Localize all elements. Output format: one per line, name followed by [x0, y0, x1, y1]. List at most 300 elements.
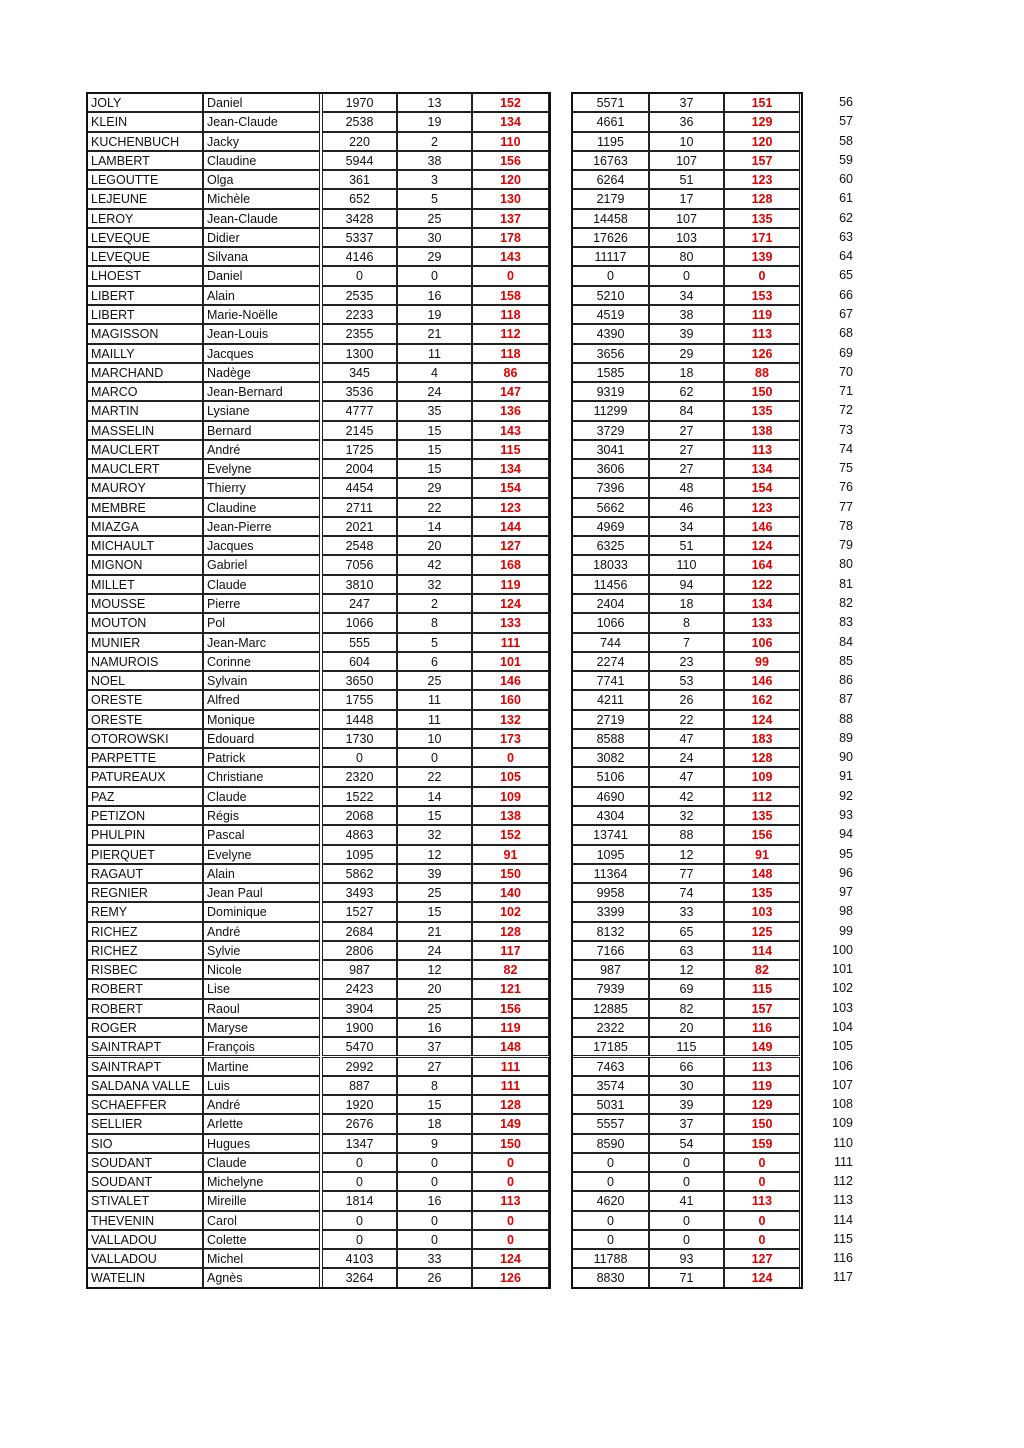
- average-cell: 127: [472, 536, 549, 555]
- average-cell: 111: [472, 1057, 549, 1076]
- total-points-cell: 6325: [572, 536, 649, 555]
- total-count-cell: 32: [649, 806, 724, 825]
- total-count-cell: 34: [649, 517, 724, 536]
- first-name-cell: Jean-Bernard: [203, 382, 320, 401]
- total-points-cell: 11364: [572, 864, 649, 883]
- total-points-cell: 3656: [572, 344, 649, 363]
- last-name-cell: LEJEUNE: [87, 189, 203, 208]
- points-cell: 0: [322, 266, 397, 285]
- last-name-cell: SAINTRAPT: [87, 1037, 203, 1056]
- total-count-cell: 10: [649, 132, 724, 151]
- count-cell: 8: [397, 613, 472, 632]
- first-name-cell: Alain: [203, 864, 320, 883]
- total-count-cell: 38: [649, 305, 724, 324]
- total-points-cell: 8132: [572, 922, 649, 941]
- first-name-cell: Sylvie: [203, 941, 320, 960]
- last-name-cell: LEROY: [87, 209, 203, 228]
- last-name-cell: REGNIER: [87, 883, 203, 902]
- rank-cell: 105: [832, 1039, 853, 1054]
- total-average-cell: 0: [724, 1172, 800, 1191]
- total-average-cell: 148: [724, 864, 800, 883]
- rank-cell: 102: [832, 981, 853, 996]
- average-cell: 148: [472, 1037, 549, 1056]
- first-name-cell: Pol: [203, 613, 320, 632]
- total-average-cell: 157: [724, 151, 800, 170]
- first-name-cell: André: [203, 1095, 320, 1114]
- count-cell: 21: [397, 922, 472, 941]
- total-average-cell: 127: [724, 1249, 800, 1268]
- average-cell: 168: [472, 555, 549, 574]
- average-cell: 133: [472, 613, 549, 632]
- rank-cell: 104: [832, 1019, 853, 1034]
- total-points-cell: 4969: [572, 517, 649, 536]
- first-name-cell: Nadège: [203, 363, 320, 382]
- last-name-cell: SALDANA VALLE: [87, 1076, 203, 1095]
- total-count-cell: 20: [649, 1018, 724, 1037]
- total-points-cell: 7166: [572, 941, 649, 960]
- total-points-cell: 5210: [572, 286, 649, 305]
- first-name-cell: Jean-Claude: [203, 209, 320, 228]
- first-name-cell: Pierre: [203, 594, 320, 613]
- total-count-cell: 54: [649, 1134, 724, 1153]
- first-name-cell: Thierry: [203, 478, 320, 497]
- first-name-cell: Jacques: [203, 536, 320, 555]
- total-points-cell: 18033: [572, 555, 649, 574]
- points-cell: 0: [322, 1211, 397, 1230]
- last-name-cell: MOUTON: [87, 613, 203, 632]
- points-cell: 0: [322, 1172, 397, 1191]
- count-cell: 15: [397, 902, 472, 921]
- rank-cell: 68: [839, 326, 853, 341]
- points-cell: 3904: [322, 999, 397, 1018]
- total-points-cell: 4211: [572, 690, 649, 709]
- average-cell: 138: [472, 806, 549, 825]
- total-average-cell: 129: [724, 112, 800, 131]
- count-cell: 26: [397, 1268, 472, 1287]
- total-count-cell: 51: [649, 536, 724, 555]
- total-count-cell: 0: [649, 1230, 724, 1249]
- points-cell: 887: [322, 1076, 397, 1095]
- points-cell: 1066: [322, 613, 397, 632]
- total-count-cell: 8: [649, 613, 724, 632]
- points-cell: 1970: [322, 93, 397, 112]
- first-name-cell: Jean-Louis: [203, 324, 320, 343]
- last-name-cell: MAUCLERT: [87, 459, 203, 478]
- average-cell: 147: [472, 382, 549, 401]
- last-name-cell: SAINTRAPT: [87, 1057, 203, 1076]
- average-cell: 0: [472, 1172, 549, 1191]
- last-name-cell: MILLET: [87, 575, 203, 594]
- total-count-cell: 62: [649, 382, 724, 401]
- last-name-cell: MOUSSE: [87, 594, 203, 613]
- total-average-cell: 109: [724, 767, 800, 786]
- rank-cell: 103: [832, 1000, 853, 1015]
- total-count-cell: 88: [649, 825, 724, 844]
- total-points-cell: 8588: [572, 729, 649, 748]
- average-cell: 0: [472, 748, 549, 767]
- last-name-cell: PATUREAUX: [87, 767, 203, 786]
- first-name-cell: Evelyne: [203, 845, 320, 864]
- total-average-cell: 113: [724, 324, 800, 343]
- average-cell: 91: [472, 845, 549, 864]
- rank-cell: 75: [839, 461, 853, 476]
- count-cell: 14: [397, 517, 472, 536]
- average-cell: 143: [472, 247, 549, 266]
- rank-cell: 70: [839, 364, 853, 379]
- count-cell: 15: [397, 421, 472, 440]
- rank-cell: 98: [839, 904, 853, 919]
- rank-cell: 107: [832, 1077, 853, 1092]
- first-name-cell: Jacques: [203, 344, 320, 363]
- first-name-cell: Jean-Pierre: [203, 517, 320, 536]
- total-average-cell: 113: [724, 440, 800, 459]
- total-average-cell: 146: [724, 517, 800, 536]
- last-name-cell: SOUDANT: [87, 1153, 203, 1172]
- total-count-cell: 33: [649, 902, 724, 921]
- total-points-cell: 3729: [572, 421, 649, 440]
- total-count-cell: 47: [649, 729, 724, 748]
- last-name-cell: ORESTE: [87, 710, 203, 729]
- total-count-cell: 53: [649, 671, 724, 690]
- total-points-cell: 7396: [572, 478, 649, 497]
- total-points-cell: 11299: [572, 401, 649, 420]
- total-points-cell: 1095: [572, 845, 649, 864]
- last-name-cell: STIVALET: [87, 1191, 203, 1210]
- count-cell: 21: [397, 324, 472, 343]
- total-points-cell: 0: [572, 1172, 649, 1191]
- total-average-cell: 124: [724, 536, 800, 555]
- total-points-cell: 5662: [572, 498, 649, 517]
- total-count-cell: 77: [649, 864, 724, 883]
- total-points-cell: 0: [572, 266, 649, 285]
- count-cell: 2: [397, 594, 472, 613]
- last-name-cell: WATELIN: [87, 1268, 203, 1287]
- total-count-cell: 27: [649, 459, 724, 478]
- last-name-cell: MARCHAND: [87, 363, 203, 382]
- count-cell: 30: [397, 228, 472, 247]
- rank-cell: 96: [839, 865, 853, 880]
- average-cell: 150: [472, 1134, 549, 1153]
- rank-cell: 86: [839, 673, 853, 688]
- total-count-cell: 0: [649, 1153, 724, 1172]
- rank-cell: 97: [839, 885, 853, 900]
- points-cell: 2711: [322, 498, 397, 517]
- total-points-cell: 7463: [572, 1057, 649, 1076]
- average-cell: 128: [472, 1095, 549, 1114]
- count-cell: 25: [397, 671, 472, 690]
- last-name-cell: RICHEZ: [87, 922, 203, 941]
- rank-cell: 108: [832, 1097, 853, 1112]
- total-average-cell: 88: [724, 363, 800, 382]
- first-name-cell: Daniel: [203, 266, 320, 285]
- points-cell: 3650: [322, 671, 397, 690]
- total-average-cell: 134: [724, 459, 800, 478]
- rank-cell: 66: [839, 287, 853, 302]
- total-points-cell: 3041: [572, 440, 649, 459]
- last-name-cell: ROBERT: [87, 979, 203, 998]
- last-name-cell: RICHEZ: [87, 941, 203, 960]
- points-cell: 2145: [322, 421, 397, 440]
- points-cell: 1900: [322, 1018, 397, 1037]
- total-points-cell: 2274: [572, 652, 649, 671]
- count-cell: 18: [397, 1114, 472, 1133]
- count-cell: 32: [397, 575, 472, 594]
- points-cell: 3264: [322, 1268, 397, 1287]
- count-cell: 0: [397, 1153, 472, 1172]
- last-name-cell: SCHAEFFER: [87, 1095, 203, 1114]
- total-points-cell: 4519: [572, 305, 649, 324]
- total-count-cell: 37: [649, 1114, 724, 1133]
- first-name-cell: Claude: [203, 1153, 320, 1172]
- count-cell: 42: [397, 555, 472, 574]
- average-cell: 132: [472, 710, 549, 729]
- first-name-cell: Michèle: [203, 189, 320, 208]
- last-name-cell: PETIZON: [87, 806, 203, 825]
- first-name-cell: Alain: [203, 286, 320, 305]
- total-count-cell: 103: [649, 228, 724, 247]
- count-cell: 39: [397, 864, 472, 883]
- total-average-cell: 135: [724, 806, 800, 825]
- first-name-cell: Arlette: [203, 1114, 320, 1133]
- total-count-cell: 17: [649, 189, 724, 208]
- average-cell: 120: [472, 170, 549, 189]
- average-cell: 152: [472, 825, 549, 844]
- rank-cell: 85: [839, 653, 853, 668]
- first-name-cell: François: [203, 1037, 320, 1056]
- points-cell: 4146: [322, 247, 397, 266]
- first-name-cell: Lise: [203, 979, 320, 998]
- total-average-cell: 82: [724, 960, 800, 979]
- total-count-cell: 36: [649, 112, 724, 131]
- first-name-cell: André: [203, 922, 320, 941]
- rank-cell: 87: [839, 692, 853, 707]
- rank-cell: 73: [839, 422, 853, 437]
- last-name-cell: MAGISSON: [87, 324, 203, 343]
- average-cell: 130: [472, 189, 549, 208]
- points-cell: 1522: [322, 787, 397, 806]
- count-cell: 14: [397, 787, 472, 806]
- total-average-cell: 123: [724, 498, 800, 517]
- first-name-cell: Carol: [203, 1211, 320, 1230]
- average-cell: 143: [472, 421, 549, 440]
- last-name-cell: ROBERT: [87, 999, 203, 1018]
- first-name-cell: Silvana: [203, 247, 320, 266]
- total-points-cell: 4661: [572, 112, 649, 131]
- average-cell: 82: [472, 960, 549, 979]
- last-name-cell: PIERQUET: [87, 845, 203, 864]
- points-cell: 2233: [322, 305, 397, 324]
- first-name-cell: Daniel: [203, 93, 320, 112]
- total-points-cell: 0: [572, 1153, 649, 1172]
- first-name-cell: André: [203, 440, 320, 459]
- last-name-cell: MARCO: [87, 382, 203, 401]
- total-count-cell: 34: [649, 286, 724, 305]
- total-average-cell: 125: [724, 922, 800, 941]
- points-cell: 2538: [322, 112, 397, 131]
- average-cell: 160: [472, 690, 549, 709]
- points-cell: 4863: [322, 825, 397, 844]
- first-name-cell: Maryse: [203, 1018, 320, 1037]
- total-count-cell: 94: [649, 575, 724, 594]
- points-cell: 1920: [322, 1095, 397, 1114]
- points-cell: 1347: [322, 1134, 397, 1153]
- total-count-cell: 107: [649, 209, 724, 228]
- total-count-cell: 39: [649, 324, 724, 343]
- last-name-cell: RISBEC: [87, 960, 203, 979]
- rank-cell: 91: [839, 769, 853, 784]
- total-count-cell: 115: [649, 1037, 724, 1056]
- first-name-cell: Corinne: [203, 652, 320, 671]
- points-cell: 247: [322, 594, 397, 613]
- total-count-cell: 47: [649, 767, 724, 786]
- last-name-cell: MIGNON: [87, 555, 203, 574]
- first-name-cell: Hugues: [203, 1134, 320, 1153]
- average-cell: 128: [472, 922, 549, 941]
- total-points-cell: 8590: [572, 1134, 649, 1153]
- first-name-cell: Claude: [203, 575, 320, 594]
- first-name-cell: Claudine: [203, 498, 320, 517]
- total-points-cell: 4304: [572, 806, 649, 825]
- count-cell: 19: [397, 112, 472, 131]
- rank-cell: 93: [839, 807, 853, 822]
- last-name-cell: PHULPIN: [87, 825, 203, 844]
- total-points-cell: 13741: [572, 825, 649, 844]
- total-points-cell: 5106: [572, 767, 649, 786]
- average-cell: 112: [472, 324, 549, 343]
- points-cell: 1095: [322, 845, 397, 864]
- last-name-cell: LAMBERT: [87, 151, 203, 170]
- total-count-cell: 18: [649, 594, 724, 613]
- average-cell: 134: [472, 459, 549, 478]
- first-name-cell: Jean-Claude: [203, 112, 320, 131]
- points-cell: 3536: [322, 382, 397, 401]
- average-cell: 123: [472, 498, 549, 517]
- count-cell: 5: [397, 189, 472, 208]
- last-name-cell: SELLIER: [87, 1114, 203, 1133]
- last-name-cell: VALLADOU: [87, 1249, 203, 1268]
- first-name-cell: Michelyne: [203, 1172, 320, 1191]
- average-cell: 144: [472, 517, 549, 536]
- points-cell: 2004: [322, 459, 397, 478]
- average-cell: 121: [472, 979, 549, 998]
- first-name-cell: Dominique: [203, 902, 320, 921]
- last-name-cell: OTOROWSKI: [87, 729, 203, 748]
- first-name-cell: Jean-Marc: [203, 633, 320, 652]
- total-average-cell: 112: [724, 787, 800, 806]
- total-average-cell: 128: [724, 189, 800, 208]
- last-name-cell: MARTIN: [87, 401, 203, 420]
- first-name-cell: Raoul: [203, 999, 320, 1018]
- total-points-cell: 4690: [572, 787, 649, 806]
- total-count-cell: 39: [649, 1095, 724, 1114]
- average-cell: 118: [472, 305, 549, 324]
- count-cell: 3: [397, 170, 472, 189]
- average-cell: 115: [472, 440, 549, 459]
- count-cell: 27: [397, 1057, 472, 1076]
- total-count-cell: 0: [649, 1172, 724, 1191]
- total-count-cell: 26: [649, 690, 724, 709]
- last-name-cell: ROGER: [87, 1018, 203, 1037]
- first-name-cell: Luis: [203, 1076, 320, 1095]
- total-points-cell: 3399: [572, 902, 649, 921]
- first-name-cell: Gabriel: [203, 555, 320, 574]
- first-name-cell: Régis: [203, 806, 320, 825]
- points-cell: 1527: [322, 902, 397, 921]
- count-cell: 22: [397, 767, 472, 786]
- rank-cell: 76: [839, 480, 853, 495]
- last-name-cell: MAUCLERT: [87, 440, 203, 459]
- average-cell: 134: [472, 112, 549, 131]
- rank-cell: 78: [839, 518, 853, 533]
- total-count-cell: 63: [649, 941, 724, 960]
- total-average-cell: 113: [724, 1057, 800, 1076]
- total-count-cell: 37: [649, 93, 724, 112]
- average-cell: 146: [472, 671, 549, 690]
- points-cell: 1300: [322, 344, 397, 363]
- total-average-cell: 146: [724, 671, 800, 690]
- count-cell: 0: [397, 1230, 472, 1249]
- total-points-cell: 0: [572, 1230, 649, 1249]
- total-average-cell: 138: [724, 421, 800, 440]
- first-name-cell: Jean Paul: [203, 883, 320, 902]
- rank-cell: 95: [839, 846, 853, 861]
- average-cell: 158: [472, 286, 549, 305]
- total-average-cell: 134: [724, 594, 800, 613]
- points-cell: 3493: [322, 883, 397, 902]
- first-name-cell: Alfred: [203, 690, 320, 709]
- total-average-cell: 124: [724, 710, 800, 729]
- last-name-cell: KUCHENBUCH: [87, 132, 203, 151]
- average-cell: 105: [472, 767, 549, 786]
- total-average-cell: 135: [724, 401, 800, 420]
- total-points-cell: 17185: [572, 1037, 649, 1056]
- first-name-cell: Sylvain: [203, 671, 320, 690]
- count-cell: 6: [397, 652, 472, 671]
- average-cell: 118: [472, 344, 549, 363]
- total-points-cell: 3606: [572, 459, 649, 478]
- count-cell: 25: [397, 209, 472, 228]
- points-cell: 2355: [322, 324, 397, 343]
- points-cell: 1814: [322, 1191, 397, 1210]
- first-name-cell: Mireille: [203, 1191, 320, 1210]
- first-name-cell: Christiane: [203, 767, 320, 786]
- first-name-cell: Evelyne: [203, 459, 320, 478]
- rank-cell: 113: [833, 1193, 853, 1208]
- first-name-cell: Edouard: [203, 729, 320, 748]
- rank-cell: 84: [839, 634, 853, 649]
- average-cell: 149: [472, 1114, 549, 1133]
- rank-cell: 114: [833, 1212, 853, 1227]
- total-average-cell: 135: [724, 883, 800, 902]
- total-average-cell: 157: [724, 999, 800, 1018]
- total-average-cell: 126: [724, 344, 800, 363]
- average-cell: 113: [472, 1191, 549, 1210]
- total-count-cell: 46: [649, 498, 724, 517]
- total-average-cell: 0: [724, 1211, 800, 1230]
- last-name-cell: MUNIER: [87, 633, 203, 652]
- rank-cell: 69: [839, 345, 853, 360]
- count-cell: 19: [397, 305, 472, 324]
- total-count-cell: 69: [649, 979, 724, 998]
- total-count-cell: 110: [649, 555, 724, 574]
- total-points-cell: 2322: [572, 1018, 649, 1037]
- average-cell: 124: [472, 594, 549, 613]
- rank-cell: 60: [839, 172, 853, 187]
- total-points-cell: 3574: [572, 1076, 649, 1095]
- total-average-cell: 103: [724, 902, 800, 921]
- count-cell: 13: [397, 93, 472, 112]
- total-count-cell: 74: [649, 883, 724, 902]
